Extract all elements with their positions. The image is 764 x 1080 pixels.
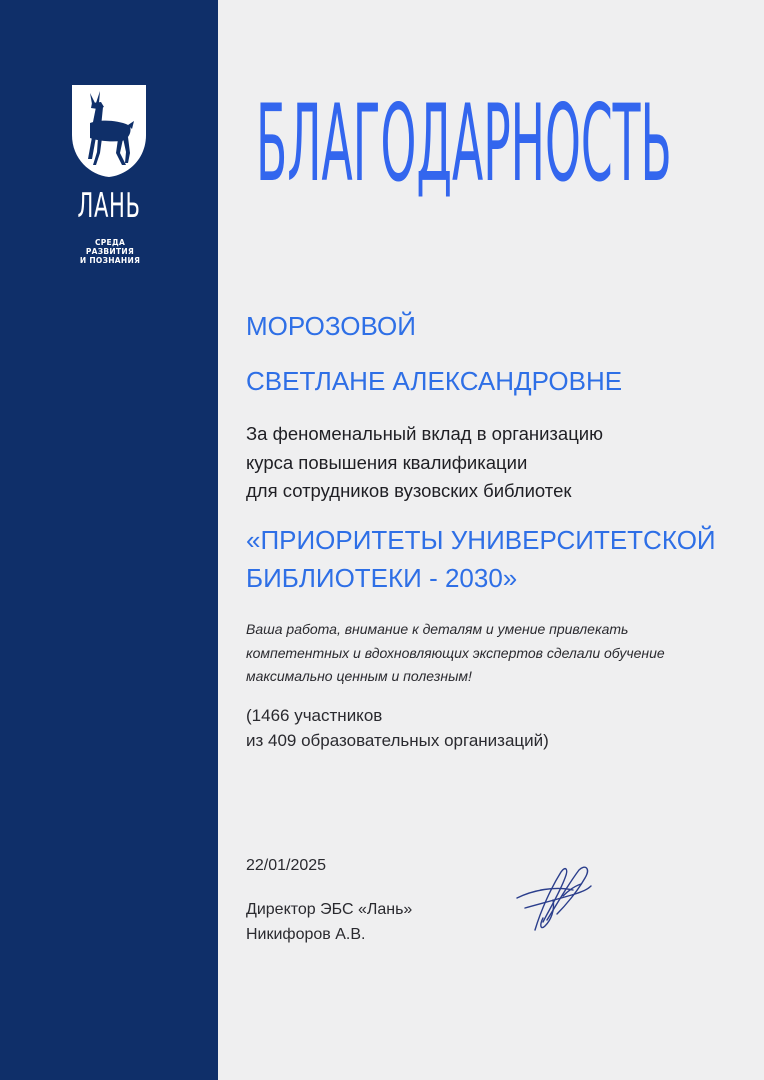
signatory-position: Директор ЭБС «Лань» — [246, 901, 413, 918]
logo-tagline-line: РАЗВИТИЯ — [85, 247, 135, 256]
course-title-line: «ПРИОРИТЕТЫ УНИВЕРСИТЕТСКОЙ — [246, 525, 716, 555]
course-title — [246, 521, 716, 597]
participant-stats — [246, 703, 549, 753]
logo-tagline — [60, 238, 160, 265]
praise-text — [246, 618, 665, 689]
praise-line: максимально ценным и полезным! — [246, 668, 472, 684]
award-reason — [246, 420, 603, 506]
recipient-surname: МОРОЗОВОЙ — [246, 311, 416, 341]
signatory-block — [246, 897, 412, 947]
logo-wordmark: ЛАНЬ — [77, 186, 141, 226]
deer-shield-icon — [70, 83, 148, 179]
certificate-title: БЛАГОДАРНОСТЬ — [256, 82, 672, 205]
stats-line: из 409 образовательных организаций) — [246, 731, 549, 750]
praise-line: компетентных и вдохновляющих экспертов сделали обучение — [246, 644, 665, 661]
reason-line: для сотрудников вузовских библиотек — [246, 480, 572, 501]
reason-line: курса повышения квалификации — [246, 451, 528, 473]
course-title-line: БИБЛИОТЕКИ - 2030» — [246, 563, 518, 593]
praise-line: Ваша работа, внимание к деталям и умение привлекать — [246, 621, 629, 637]
logo-tagline-line: И ПОЗНАНИЯ — [79, 256, 141, 265]
stats-line: (1466 участников — [246, 706, 383, 725]
signatory-name: Никифоров А.В. — [246, 926, 366, 943]
handwritten-signature — [505, 860, 600, 940]
issue-date: 22/01/2025 — [246, 857, 327, 874]
recipient-given-names: СВЕТЛАНЕ АЛЕКСАНДРОВНЕ — [246, 366, 623, 396]
reason-line: За феноменальный вклад в организацию — [246, 423, 604, 444]
brand-sidebar — [0, 0, 218, 1080]
logo-tagline-line: СРЕДА — [94, 238, 126, 247]
